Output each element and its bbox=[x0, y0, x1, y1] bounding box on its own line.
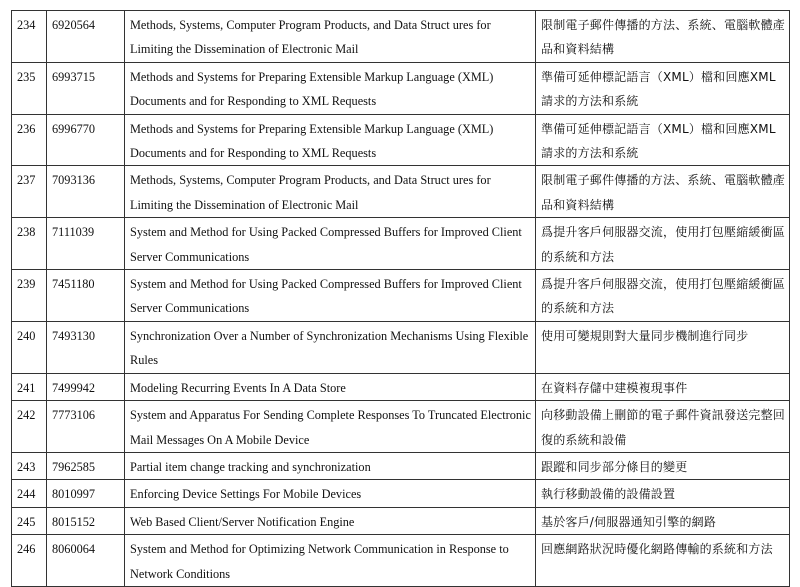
patent-number: 7962585 bbox=[47, 452, 125, 479]
patent-number: 7111039 bbox=[47, 218, 125, 270]
patent-number: 7493130 bbox=[47, 321, 125, 373]
title-english: System and Apparatus For Sending Complete Responses To Truncated Electronic Mail Messages On A Mobile Device bbox=[125, 401, 536, 453]
title-chinese: 限制電子郵件傳播的方法、系統、電腦軟體產品和資料結構 bbox=[536, 11, 790, 63]
row-index: 241 bbox=[12, 373, 47, 400]
title-english: System and Method for Using Packed Compressed Buffers for Improved Client Server Communications bbox=[125, 218, 536, 270]
patent-number: 8060064 bbox=[47, 535, 125, 587]
row-index: 234 bbox=[12, 11, 47, 63]
table-row bbox=[12, 401, 790, 453]
patent-number: 8015152 bbox=[47, 507, 125, 534]
table-row bbox=[12, 166, 790, 218]
title-chinese: 爲提升客戶伺服器交流，使用打包壓縮緩衝區的系統和方法 bbox=[536, 270, 790, 322]
patent-number: 7451180 bbox=[47, 270, 125, 322]
table-row bbox=[12, 480, 790, 507]
table-row bbox=[12, 535, 790, 587]
title-chinese: 使用可變規則對大量同步機制進行同步 bbox=[536, 321, 790, 373]
title-chinese: 爲提升客戶伺服器交流，使用打包壓縮緩衝區的系統和方法 bbox=[536, 218, 790, 270]
row-index: 237 bbox=[12, 166, 47, 218]
table-row bbox=[12, 218, 790, 270]
table-row bbox=[12, 11, 790, 63]
title-english: Methods and Systems for Preparing Extensible Markup Language (XML) Documents and for Responding to XML Requests bbox=[125, 62, 536, 114]
table-row bbox=[12, 452, 790, 479]
title-english: Enforcing Device Settings For Mobile Devices bbox=[125, 480, 536, 507]
patent-number: 8010997 bbox=[47, 480, 125, 507]
row-index: 236 bbox=[12, 114, 47, 166]
row-index: 245 bbox=[12, 507, 47, 534]
title-english: System and Method for Using Packed Compressed Buffers for Improved Client Server Communications bbox=[125, 270, 536, 322]
table-row bbox=[12, 321, 790, 373]
patent-number: 6993715 bbox=[47, 62, 125, 114]
patent-number: 7773106 bbox=[47, 401, 125, 453]
title-english: Synchronization Over a Number of Synchronization Mechanisms Using Flexible Rules bbox=[125, 321, 536, 373]
row-index: 235 bbox=[12, 62, 47, 114]
title-english: Modeling Recurring Events In A Data Store bbox=[125, 373, 536, 400]
table-row bbox=[12, 270, 790, 322]
title-english: Methods and Systems for Preparing Extensible Markup Language (XML) Documents and for Responding to XML Requests bbox=[125, 114, 536, 166]
row-index: 238 bbox=[12, 218, 47, 270]
title-chinese: 跟蹤和同步部分條目的變更 bbox=[536, 452, 790, 479]
title-chinese: 在資料存儲中建模複現事件 bbox=[536, 373, 790, 400]
row-index: 239 bbox=[12, 270, 47, 322]
title-english: System and Method for Optimizing Network Communication in Response to Network Conditions bbox=[125, 535, 536, 587]
patent-number: 6920564 bbox=[47, 11, 125, 63]
row-index: 243 bbox=[12, 452, 47, 479]
title-chinese: 執行移動設備的設備設置 bbox=[536, 480, 790, 507]
table-row bbox=[12, 507, 790, 534]
title-english: Partial item change tracking and synchronization bbox=[125, 452, 536, 479]
patent-table bbox=[11, 10, 790, 587]
title-chinese: 回應網路狀況時優化網路傳輸的系統和方法 bbox=[536, 535, 790, 587]
patent-number: 6996770 bbox=[47, 114, 125, 166]
title-chinese: 準備可延伸標記語言（XML）檔和回應XML 請求的方法和系統 bbox=[536, 114, 790, 166]
table-row bbox=[12, 62, 790, 114]
title-chinese: 限制電子郵件傳播的方法、系統、電腦軟體產品和資料結構 bbox=[536, 166, 790, 218]
row-index: 242 bbox=[12, 401, 47, 453]
title-chinese: 向移動設備上刪節的電子郵件資訊發送完整回復的系統和設備 bbox=[536, 401, 790, 453]
table-row bbox=[12, 114, 790, 166]
row-index: 244 bbox=[12, 480, 47, 507]
title-chinese: 基於客戶/伺服器通知引擎的網路 bbox=[536, 507, 790, 534]
row-index: 246 bbox=[12, 535, 47, 587]
patent-number: 7093136 bbox=[47, 166, 125, 218]
title-english: Web Based Client/Server Notification Engine bbox=[125, 507, 536, 534]
table-row bbox=[12, 373, 790, 400]
row-index: 240 bbox=[12, 321, 47, 373]
title-english: Methods, Systems, Computer Program Products, and Data Struct ures for Limiting the Dissemination of Electronic Mail bbox=[125, 11, 536, 63]
title-english: Methods, Systems, Computer Program Products, and Data Struct ures for Limiting the Dissemination of Electronic Mail bbox=[125, 166, 536, 218]
patent-table-body bbox=[12, 11, 790, 587]
title-chinese: 準備可延伸標記語言（XML）檔和回應XML 請求的方法和系統 bbox=[536, 62, 790, 114]
patent-number: 7499942 bbox=[47, 373, 125, 400]
